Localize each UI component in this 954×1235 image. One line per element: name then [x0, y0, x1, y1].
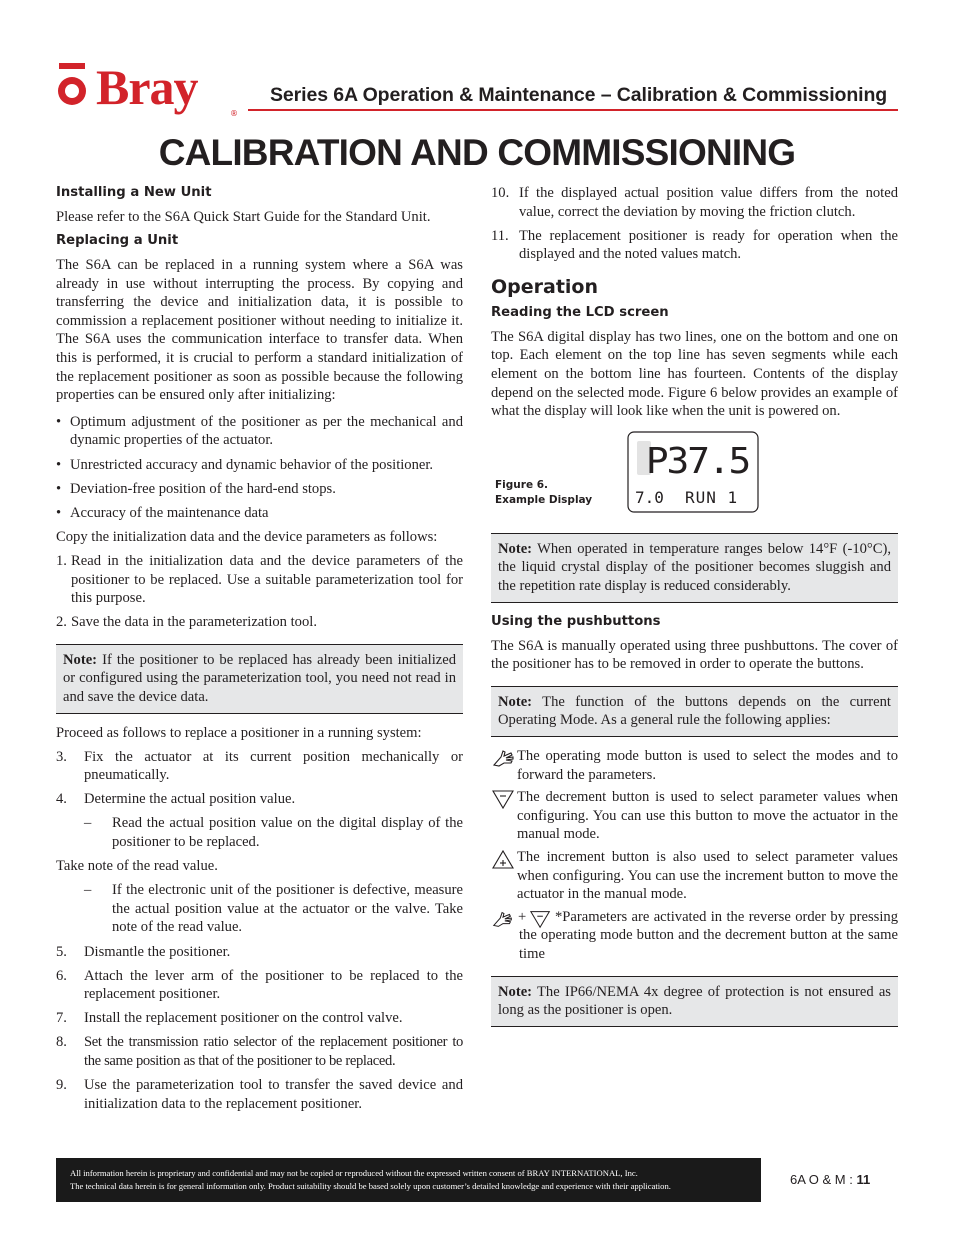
figure-caption-text: Example Display: [495, 493, 593, 506]
note-label: Note:: [63, 651, 98, 668]
note-box: [491, 533, 898, 603]
replace-step-text: Attach the lever arm of the positioner to be replaced to the replacement positioner.: [84, 967, 463, 1003]
replace-step: 9. Use the parameterization tool to transfer the saved device and initialization data to the replacement positioner.: [56, 1077, 463, 1112]
copy-step: 2. Save the data in the parameterization tool.: [56, 613, 463, 632]
lcd-text: The S6A digital display has two lines, one on the bottom and one on top. Each element on the top line has seven segments while each element on the bottom line has fourteen. Contents of the display depend on the selected mode. Figure 6 below provides an example of what the display will look like when the unit is powered on.: [491, 328, 898, 420]
replace-step: 11. The replacement positioner is ready for operation when the displayed and the noted values match.: [491, 227, 898, 263]
right-column: [491, 184, 898, 1037]
note-box: [56, 644, 463, 714]
lcd-display: [627, 431, 759, 513]
note-text: When operated in temperature ranges below 14°F (-10°C), the liquid crystal display of the positioner becomes sluggish and the repetition rate display is reduced considerably.: [498, 540, 891, 595]
installing-heading: Installing a New Unit: [56, 185, 212, 200]
pushbuttons-text: The S6A is manually operated using three pushbuttons. The cover of the positioner has to be removed in order to operate the buttons.: [491, 637, 898, 673]
figure-label: Figure 6.: [495, 478, 549, 491]
replace-step: 8. Set the transmission ratio selector of the replacement positioner to the same position as that of the positioner to be replaced.: [56, 1034, 463, 1069]
replace-step-text: Set the transmission ratio selector of the replacement positioner to the same position as that of the positioner to be replaced.: [84, 1034, 463, 1069]
hand-icon: [491, 908, 515, 930]
mode-button-item: [491, 747, 898, 784]
note-box: [491, 976, 898, 1027]
note-label: Note:: [498, 693, 533, 710]
page-number: [790, 1172, 870, 1187]
copy-step-text: Save the data in the parameterization tool.: [71, 614, 317, 631]
doc-ref: 6A O & M :: [790, 1172, 857, 1187]
replace-step-text: The replacement positioner is ready for operation when the displayed and the noted values match.: [519, 227, 898, 263]
replace-step-text: Fix the actuator at its current position mechanically or pneumatically.: [84, 748, 463, 784]
lcd-heading: Reading the LCD screen: [491, 304, 669, 320]
replace-step-text: If the displayed actual position value differs from the noted value, correct the deviation by moving the friction clutch.: [519, 185, 898, 220]
sub-step-text: Read the actual position value on the digital display of the positioner to be replaced.: [112, 815, 463, 851]
replacing-heading: Replacing a Unit: [56, 233, 179, 249]
note-text: If the positioner to be replaced has already been initialized or configured using the parameterization tool, you need not read in and save the device data.: [63, 651, 457, 705]
header-title: Series 6A Operation & Maintenance – Calibration & Commissioning: [270, 84, 888, 106]
combo-text: *Parameters are activated in the reverse order by pressing the operating mode button and the decrement button at the same time: [519, 908, 898, 962]
copy-step: 1. Read in the initialization data and the device parameters of the positioner to be replaced. Use a suitable parameterization tool for this purpose.: [56, 552, 463, 607]
lcd-bottom-left: 7.0: [635, 487, 664, 507]
increment-button-item: [491, 848, 898, 904]
lcd-top-line: P37.5: [645, 439, 750, 482]
replace-step: 7. Install the replacement positioner on the control valve.: [56, 1009, 463, 1028]
replace-step-text: Use the parameterization tool to transfer the saved device and initialization data to the replacement positioner.: [84, 1077, 463, 1112]
hand-icon: [491, 747, 517, 769]
copy-step-text: Read in the initialization data and the device parameters of the positioner to be replaced. Use a suitable parameterization tool for this purpose.: [71, 552, 463, 607]
decrement-icon: [491, 788, 517, 810]
note-box: [491, 686, 898, 737]
replace-step: 3. Fix the actuator at its current position mechanically or pneumatically.: [56, 748, 463, 784]
replace-step: 5. Dismantle the positioner.: [56, 943, 463, 962]
footer-disclaimer: [56, 1158, 761, 1202]
mode-button-text: The operating mode button is used to select the modes and to forward the parameters.: [517, 748, 898, 783]
proceed-text: Proceed as follows to replace a positioner in a running system:: [56, 724, 422, 741]
decrement-button-item: [491, 788, 898, 844]
pushbuttons-heading: Using the pushbuttons: [491, 613, 661, 629]
page-number-value: 11: [856, 1172, 871, 1187]
sub-step-text: If the electronic unit of the positioner is defective, measure the actual position value at the actuator or the valve. Take note of the read value.: [112, 882, 463, 936]
replace-step-text: Install the replacement positioner on the control valve.: [84, 1010, 403, 1027]
properties-list: [56, 413, 463, 522]
replace-step: 10. If the displayed actual position value differs from the noted value, correct the deviation by moving the friction clutch.: [491, 185, 898, 220]
registered-mark: ®: [230, 109, 238, 118]
replace-step-text: Determine the actual position value.: [84, 791, 296, 808]
lcd-bottom-right: RUN 1: [685, 487, 739, 507]
note-text: The function of the buttons depends on the current Operating Mode. As a general rule the following applies:: [498, 693, 891, 729]
bray-logo: [56, 60, 246, 118]
list-item: • Deviation-free position of the hard-end stops.: [56, 480, 463, 499]
increment-icon: [491, 848, 517, 870]
installing-text: Please refer to the S6A Quick Start Guide for the Standard Unit.: [56, 209, 431, 225]
operation-heading: Operation: [491, 275, 599, 298]
replacing-text: The S6A can be replaced in a running system where a S6A was already in use without interrupting the process. By copying and transferring the device and initialization data, it is possible to commission a replacement positioner without needing to initialize it. The S6A uses the communication interface to transfer data. When this is performed, it is crucial to perform a standard initialization of the replacement positioner as soon as possible because the following properties can be ensured only after initializing:: [56, 257, 463, 404]
figure-6: [491, 431, 898, 523]
page-title: CALIBRATION AND COMMISSIONING: [158, 132, 796, 173]
sub-step: – Read the actual position value on the digital display of the positioner to be replaced.: [84, 815, 463, 851]
note-label: Note:: [498, 983, 533, 1000]
list-item: • Optimum adjustment of the positioner as per the mechanical and dynamic properties of the actuator.: [56, 413, 463, 450]
replace-step-text: Dismantle the positioner.: [84, 943, 231, 960]
combo-button-item: [491, 908, 898, 964]
left-column: [56, 184, 463, 1119]
combo-plus: +: [518, 908, 527, 925]
list-item: • Unrestricted accuracy and dynamic behavior of the positioner.: [56, 456, 463, 475]
header-rule: [248, 109, 898, 111]
logo-text: Bray: [96, 60, 198, 115]
disclaimer-line: The technical data herein is for general information only. Product suitability should be based solely upon customer’s detailed knowledge and experience with their application.: [70, 1181, 671, 1191]
note-text: The IP66/NEMA 4x degree of protection is not ensured as long as the positioner is open.: [498, 983, 891, 1019]
increment-button-text: The increment button is also used to select parameter values when configuring. You can use the increment button to move the actuator in the manual mode.: [517, 848, 898, 903]
decrement-button-text: The decrement button is used to select parameter values when configuring. You can use this button to move the actuator in the manual mode.: [517, 789, 898, 843]
take-note-text: Take note of the read value.: [56, 858, 218, 875]
replace-step: 4. Determine the actual position value.: [56, 790, 463, 809]
sub-step: – If the electronic unit of the positioner is defective, measure the actual position value at the actuator or the valve. Take note of the read value.: [84, 882, 463, 936]
figure-caption: [495, 478, 592, 508]
note-label: Note:: [498, 540, 533, 557]
list-item: • Accuracy of the maintenance data: [56, 504, 463, 523]
disclaimer-line: All information herein is proprietary and confidential and may not be copied or reproduced without the expressed written consent of BRAY INTERNATIONAL, Inc.: [70, 1168, 638, 1178]
copy-text: Copy the initialization data and the device parameters as follows:: [56, 528, 438, 545]
replace-step: 6. Attach the lever arm of the positioner to be replaced to the replacement positioner.: [56, 967, 463, 1003]
